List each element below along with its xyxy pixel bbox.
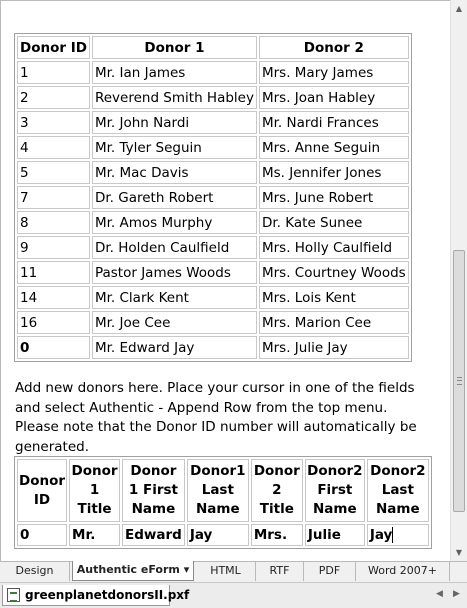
donor-id-cell[interactable]: 14 <box>17 286 90 309</box>
donor-id-cell[interactable]: 4 <box>17 136 90 159</box>
tab-html[interactable]: HTML <box>196 562 256 581</box>
instruction-text: Add new donors here. Place your cursor in one of the fields and select Authentic - Append Row from the top menu. Please note that the Donor ID number will automatically be generated. <box>15 380 417 455</box>
header-donor-1-first-name: Donor 1 First Name <box>122 459 185 522</box>
donor-id-cell[interactable]: 8 <box>17 211 90 234</box>
file-tab-label: greenplanetdonorsII.pxf <box>25 588 190 602</box>
donor-1-last-name-field[interactable]: Jay <box>187 524 249 546</box>
donor-1-cell[interactable]: Mr. Amos Murphy <box>92 211 257 234</box>
header-donor-2: Donor 2 <box>259 36 409 59</box>
donor-2-title-field[interactable]: Mrs. <box>251 524 303 546</box>
tab-pdf[interactable]: PDF <box>304 562 356 581</box>
header-donor-1-title: Donor 1 Title <box>69 459 120 522</box>
new-donor-table <box>14 456 432 549</box>
table-row <box>17 186 409 209</box>
down-arrow-icon[interactable]: ▼ <box>455 548 463 557</box>
donor-2-last-name-field[interactable] <box>367 524 429 546</box>
donor-id-cell[interactable]: 7 <box>17 186 90 209</box>
donor-2-cell[interactable]: Mrs. Lois Kent <box>259 286 409 309</box>
donor-1-cell[interactable]: Mr. Clark Kent <box>92 286 257 309</box>
view-tab-bar <box>0 561 467 582</box>
donor-2-cell[interactable]: Mr. Nardi Frances <box>259 111 409 134</box>
header-donor-2-first-name: Donor2 First Name <box>305 459 365 522</box>
donor-1-first-name-field[interactable]: Edward <box>122 524 185 546</box>
header-donor-2-last-name: Donor2 Last Name <box>367 459 429 522</box>
vertical-scrollbar[interactable] <box>450 0 467 561</box>
donor-1-cell[interactable]: Mr. Edward Jay <box>92 336 257 359</box>
table-row <box>17 136 409 159</box>
table-row <box>17 86 409 109</box>
donors-table-header <box>17 36 409 59</box>
donor-2-cell[interactable]: Ms. Jennifer Jones <box>259 161 409 184</box>
up-arrow-icon[interactable]: ▲ <box>455 4 463 13</box>
donor-2-cell[interactable]: Mrs. Courtney Woods <box>259 261 409 284</box>
donor-id-cell[interactable]: 11 <box>17 261 90 284</box>
table-row <box>17 236 409 259</box>
scrollbar-thumb[interactable] <box>453 250 465 512</box>
donor-2-cell[interactable]: Dr. Kate Sunee <box>259 211 409 234</box>
tab-authentic-eform[interactable]: Authentic eForm ▾ <box>72 561 194 581</box>
donor-2-cell[interactable]: Mrs. June Robert <box>259 186 409 209</box>
right-arrow-icon[interactable]: ▶ <box>453 589 460 599</box>
donor-id-cell[interactable]: 9 <box>17 236 90 259</box>
table-row <box>17 261 409 284</box>
donor-id-cell[interactable]: 1 <box>17 61 90 84</box>
left-arrow-icon[interactable]: ◀ <box>436 589 443 599</box>
header-donor-1: Donor 1 <box>92 36 257 59</box>
donor-1-cell[interactable]: Mr. Tyler Seguin <box>92 136 257 159</box>
tab-word-2007[interactable]: Word 2007+ <box>356 562 450 581</box>
text-cursor: Jay <box>369 527 393 543</box>
donor-id-cell[interactable]: 16 <box>17 311 90 334</box>
donor-1-cell[interactable]: Dr. Holden Caulfield <box>92 236 257 259</box>
table-row <box>17 336 409 359</box>
tab-rtf[interactable]: RTF <box>256 562 304 581</box>
header-donor-id: Donor ID <box>17 459 67 522</box>
file-tab[interactable] <box>2 585 190 606</box>
donor-2-cell[interactable]: Mrs. Holly Caulfield <box>259 236 409 259</box>
donor-1-cell[interactable]: Mr. John Nardi <box>92 111 257 134</box>
table-row <box>17 524 429 546</box>
file-icon <box>7 588 20 602</box>
table-row <box>17 111 409 134</box>
tab-design[interactable]: Design <box>0 562 70 581</box>
donor-2-cell[interactable]: Mrs. Joan Habley <box>259 86 409 109</box>
donor-id-cell[interactable]: 0 <box>17 336 90 359</box>
donors-table <box>14 33 412 362</box>
table-row <box>17 211 409 234</box>
donor-1-cell[interactable]: Mr. Mac Davis <box>92 161 257 184</box>
file-tab-bar <box>0 582 467 608</box>
new-donor-header <box>17 459 429 522</box>
donor-id-field[interactable]: 0 <box>17 524 67 546</box>
donor-id-cell[interactable]: 3 <box>17 111 90 134</box>
donor-1-cell[interactable]: Pastor James Woods <box>92 261 257 284</box>
donor-2-cell[interactable]: Mrs. Marion Cee <box>259 311 409 334</box>
header-donor-1-last-name: Donor1 Last Name <box>187 459 249 522</box>
donor-1-cell[interactable]: Reverend Smith Habley <box>92 86 257 109</box>
donor-2-cell[interactable]: Mrs. Anne Seguin <box>259 136 409 159</box>
donor-1-title-field[interactable]: Mr. <box>69 524 120 546</box>
table-row <box>17 161 409 184</box>
donor-1-cell[interactable]: Mr. Joe Cee <box>92 311 257 334</box>
table-row <box>17 286 409 309</box>
table-row <box>17 61 409 84</box>
donor-2-cell[interactable]: Mrs. Mary James <box>259 61 409 84</box>
donor-2-cell[interactable]: Mrs. Julie Jay <box>259 336 409 359</box>
donor-1-cell[interactable]: Dr. Gareth Robert <box>92 186 257 209</box>
grip-icon <box>457 377 462 385</box>
donor-1-cell[interactable]: Mr. Ian James <box>92 61 257 84</box>
header-donor-2-title: Donor 2 Title <box>251 459 303 522</box>
table-row <box>17 311 409 334</box>
donor-id-cell[interactable]: 5 <box>17 161 90 184</box>
header-donor-id: Donor ID <box>17 36 90 59</box>
donor-2-first-name-field[interactable]: Julie <box>305 524 365 546</box>
donor-id-cell[interactable]: 2 <box>17 86 90 109</box>
